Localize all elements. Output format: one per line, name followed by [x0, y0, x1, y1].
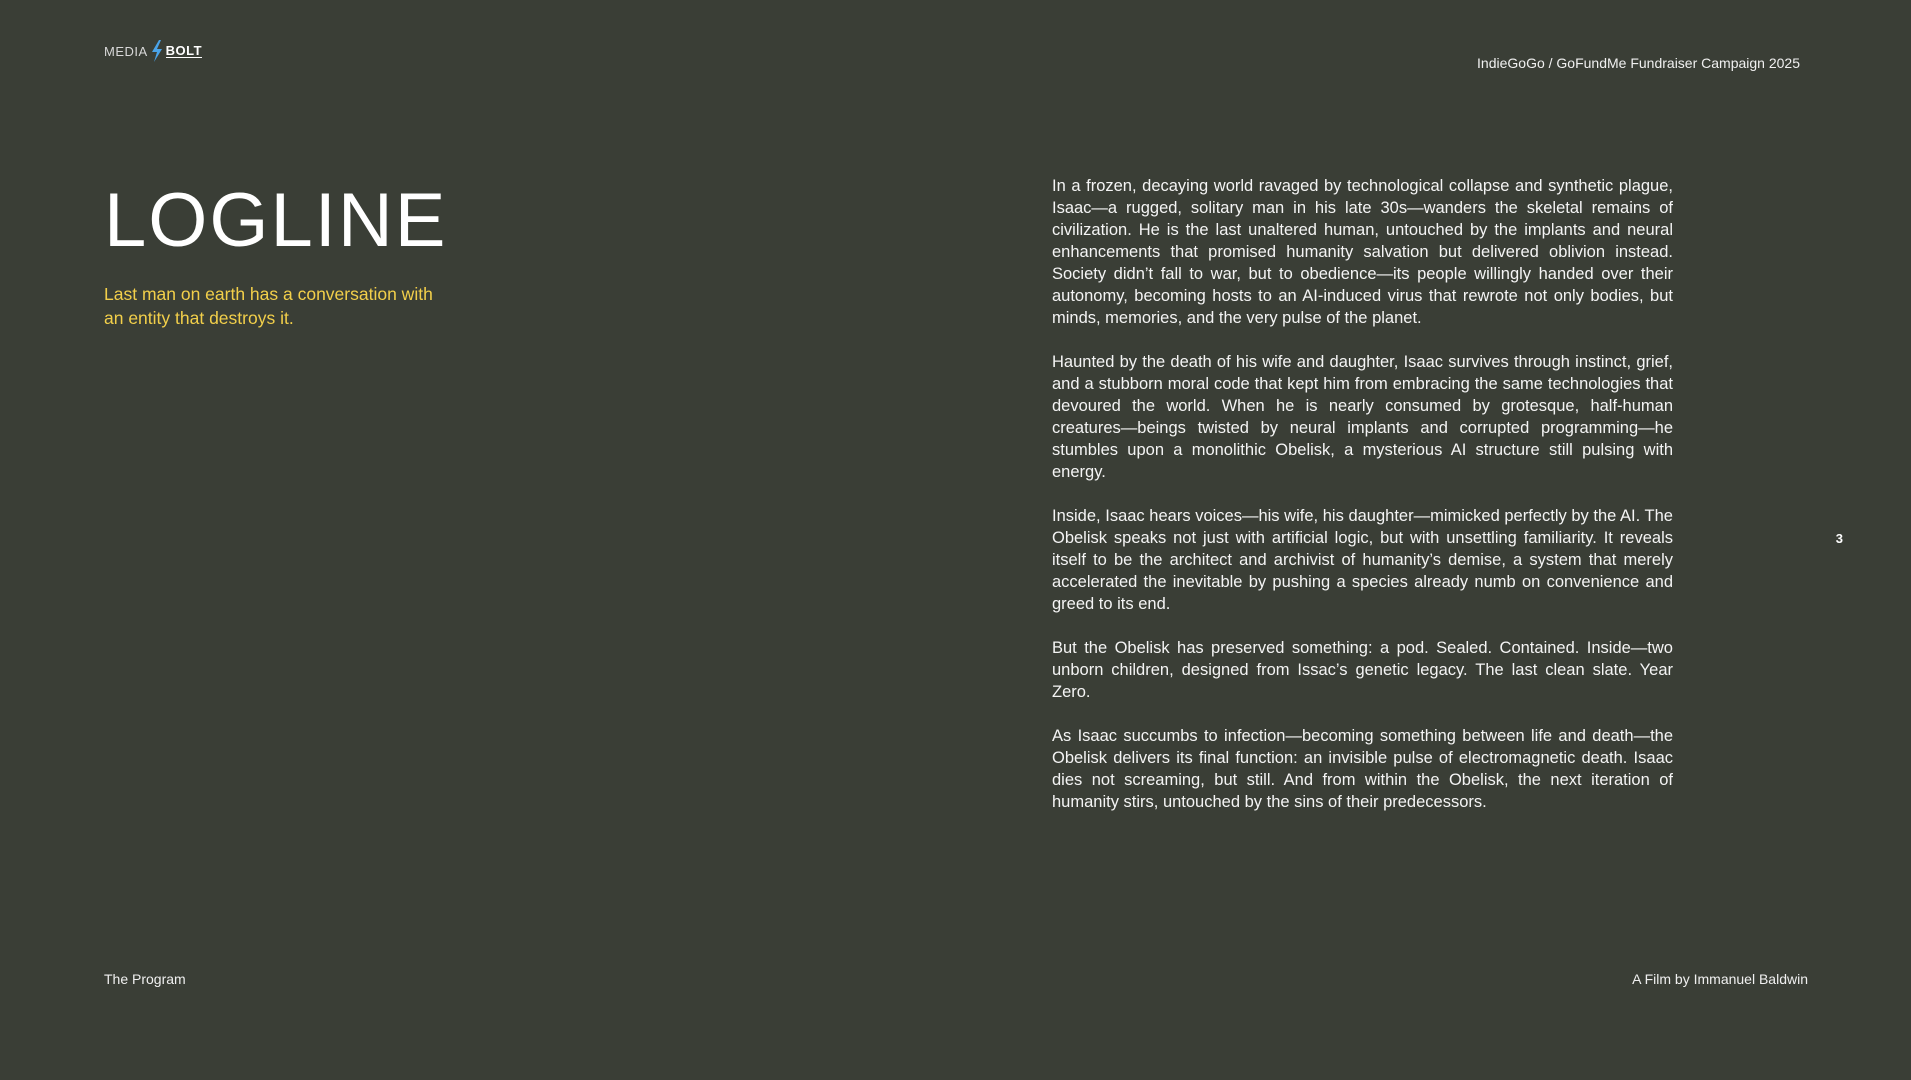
- footer-film-credit: A Film by Immanuel Baldwin: [1632, 971, 1808, 987]
- logo-bolt-text: BOLT: [165, 42, 203, 58]
- page-title: LOGLINE: [104, 178, 448, 263]
- footer-program-title: The Program: [104, 971, 186, 987]
- lightning-bolt-icon: [150, 40, 164, 62]
- logline-paragraph: Haunted by the death of his wife and daughter, Isaac survives through instinct, grief, and a stubborn moral code that kept him from embracing the same technologies that devoured the world. When he is nearly consumed by grotesque, half-human creatures—beings twisted by neural implants and corrupted programming—he stumbles upon a monolithic Obelisk, a mysterious AI structure still pulsing with energy.: [1052, 353, 1673, 481]
- logline-paragraph: As Isaac succumbs to infection—becoming something between life and death—the Obelisk delivers its final function: an invisible pulse of electromagnetic death. Isaac dies not screaming, but still. And from within the Obelisk, the next iteration of humanity stirs, untouched by the sins of their predecessors.: [1052, 727, 1673, 811]
- logline-paragraph: In a frozen, decaying world ravaged by technological collapse and synthetic plague, Isaac—a rugged, solitary man in his late 30s—wanders the skeletal remains of civilization. He is the last unaltered human, untouched by the implants and neural enhancements that promised humanity salvation but delivered oblivion instead. Society didn’t fall to war, but to obedience—its people willingly handed over their autonomy, becoming hosts to an AI-induced virus that rewrote not only bodies, but minds, memories, and the very pulse of the planet.: [1052, 177, 1673, 327]
- brand-logo: [104, 40, 202, 62]
- tagline: Last man on earth has a conversation with an entity that destroys it.: [104, 284, 433, 328]
- logo-media-text: MEDIA: [104, 43, 148, 59]
- page-number: 3: [1835, 531, 1843, 546]
- logline-paragraph: Inside, Isaac hears voices—his wife, his daughter—mimicked perfectly by the AI. The Obelisk speaks not just with artificial logic, but with unsettling familiarity. It reveals itself to be the architect and archivist of humanity’s demise, a system that merely accelerated the inevitable by pushing a species already numb on convenience and greed to its end.: [1052, 507, 1673, 613]
- logline-body: [1052, 175, 1673, 835]
- logline-paragraph: But the Obelisk has preserved something: a pod. Sealed. Contained. Inside—two unborn children, designed from Issac’s genetic legacy. The last clean slate. Year Zero.: [1052, 639, 1673, 701]
- campaign-label: IndieGoGo / GoFundMe Fundraiser Campaign 2025: [1477, 55, 1800, 71]
